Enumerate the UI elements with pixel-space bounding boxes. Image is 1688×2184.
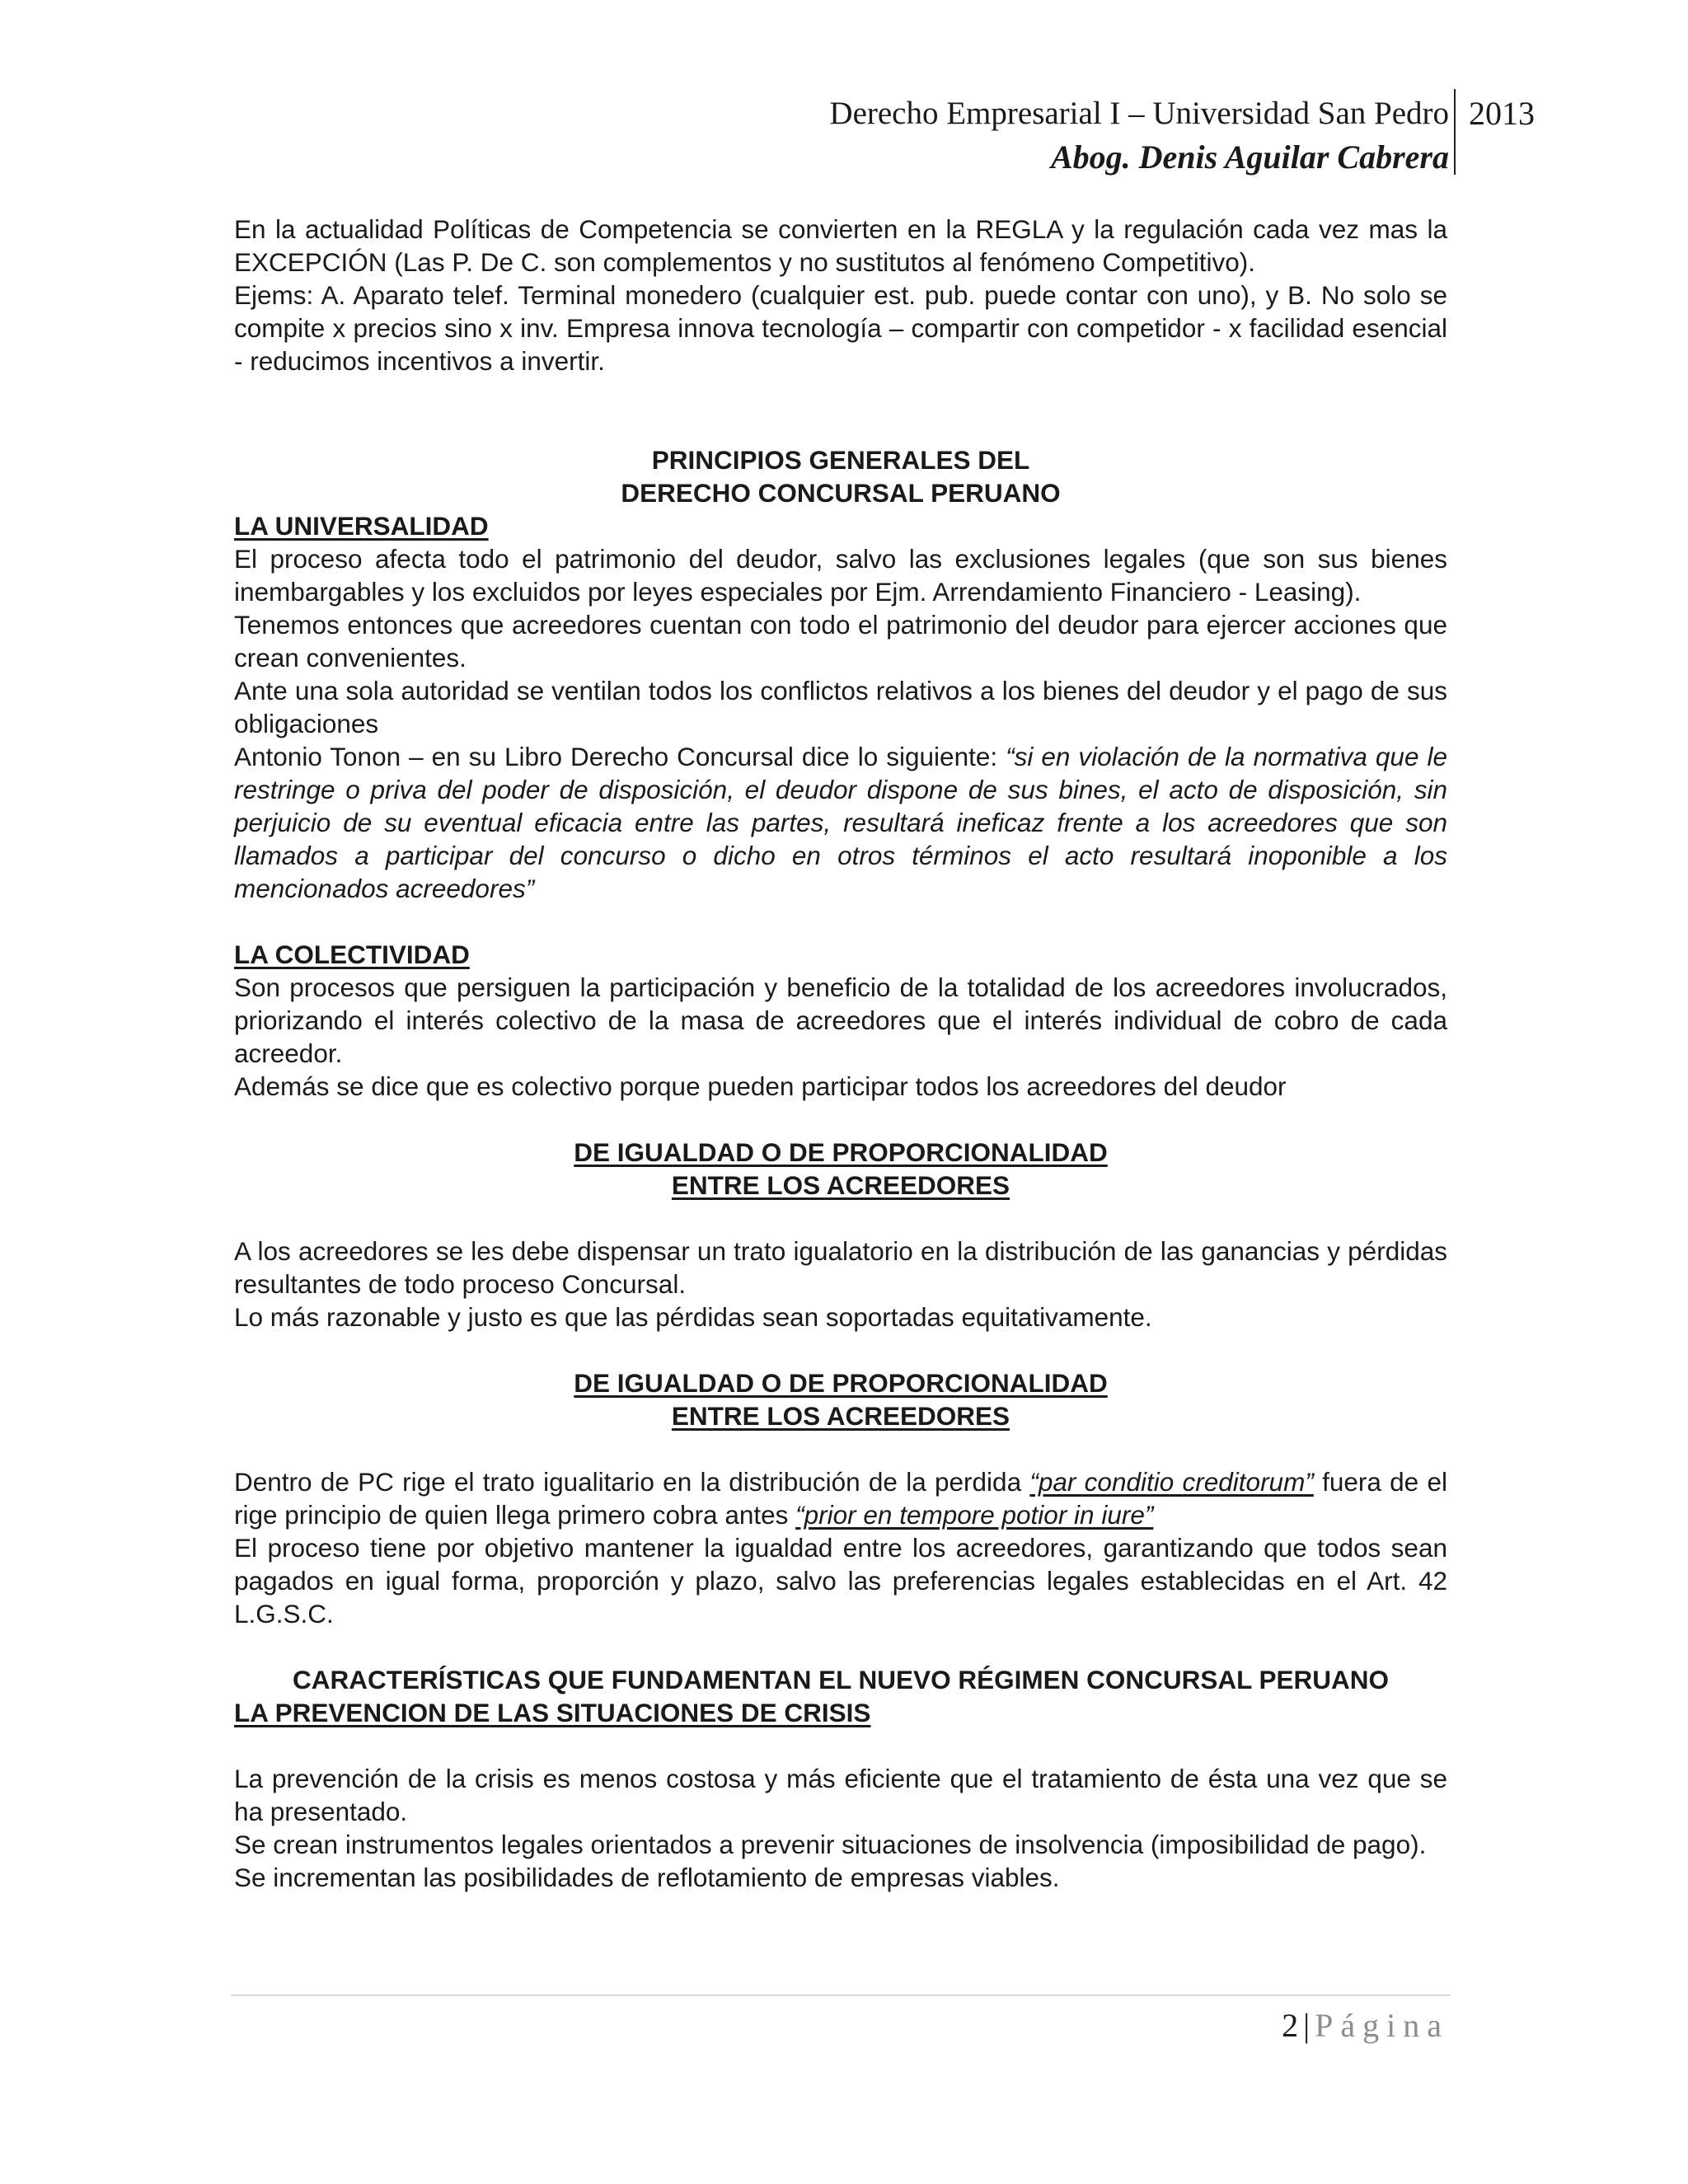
latin-phrase-prior-tempore: “prior en tempore potior in iure” (795, 1500, 1154, 1530)
header-year: 2013 (1469, 95, 1535, 132)
intro-examples-paragraph: Ejems: A. Aparato telef. Terminal monedero (cualquier est. pub. puede contar con uno), y B. No solo se compite x precios sino x inv. Empresa innova tecnología – compartir con competidor - x facilidad esencial - reducimos incentivos a invertir. (234, 280, 1447, 376)
prevencion-paragraph-2: Se crean instrumentos legales orientados a prevenir situaciones de insolvencia (imposibilidad de pago). (234, 1830, 1427, 1859)
colectividad-paragraph-1: Son procesos que persiguen la participación y beneficio de la totalidad de los acreedores involucrados, priorizando el interés colectivo de la masa de acreedores que el interés individual de cobro de cada acreedor. (234, 972, 1447, 1068)
principios-title-line1: PRINCIPIOS GENERALES DEL (651, 445, 1030, 475)
universalidad-paragraph-3: Ante una sola autoridad se ventilan todos los conflictos relativos a los bienes del deudor y el pago de sus obligaciones (234, 676, 1447, 738)
igualdad-2-paragraph-2: El proceso tiene por objetivo mantener la igualdad entre los acreedores, garantizando que todos sean pagados en igual forma, proporción y plazo, salvo las preferencias legales establecidas en el Art. 42 L.G.S.C. (234, 1533, 1447, 1629)
header-course-title: Derecho Empresarial I – Universidad San Pedro (829, 96, 1449, 131)
footer-divider (231, 1994, 1451, 1996)
quote-intro: Antonio Tonon – en su Libro Derecho Concursal dice lo siguiente: (234, 742, 1006, 771)
quote-text: “si en violación de la normativa que le restringe o priva del poder de disposición, el deudor dispone de sus bines, el acto de disposición, sin perjuicio de su eventual eficacia entre las partes, resultará ineficaz frente a los acreedores que son llamados a participar del concurso o dicho en otros términos el acto resultará inoponible a los mencionados acreedores” (234, 742, 1447, 903)
prevencion-heading: LA PREVENCION DE LAS SITUACIONES DE CRISIS (234, 1698, 871, 1727)
igualdad-2-paragraph-1 (234, 1465, 1447, 1531)
colectividad-paragraph-2: Además se dice que es colectivo porque pueden participar todos los acreedores del deudor (234, 1071, 1287, 1101)
prevencion-paragraph-1: La prevención de la crisis es menos costosa y más eficiente que el tratamiento de ésta una vez que se ha presentado. (234, 1764, 1447, 1826)
igualdad-1-paragraph-2: Lo más razonable y justo es que las pérdidas sean soportadas equitativamente. (234, 1302, 1152, 1332)
intro-paragraph: En la actualidad Políticas de Competencia se convierten en la REGLA y la regulación cada vez mas la EXCEPCIÓN (Las P. De C. son complementos y no sustitutos al fenómeno Competitivo). (234, 214, 1447, 277)
page-body (234, 213, 1447, 1894)
page-label: Página (1315, 2007, 1449, 2044)
igualdad-heading-2-line1: DE IGUALDAD O DE PROPORCIONALIDAD (574, 1368, 1108, 1398)
universalidad-paragraph-2: Tenemos entonces que acreedores cuentan con todo el patrimonio del deudor para ejercer acciones que crean convenientes. (234, 610, 1447, 673)
prevencion-paragraph-3: Se incrementan las posibilidades de reflotamiento de empresas viables. (234, 1863, 1060, 1892)
footer-separator: | (1303, 2007, 1311, 2044)
igualdad-2-text-a: Dentro de PC rige el trato igualitario en la distribución de la perdida (234, 1467, 1030, 1497)
igualdad-heading-1-line1: DE IGUALDAD O DE PROPORCIONALIDAD (574, 1137, 1108, 1167)
header-author: Abog. Denis Aguilar Cabrera (1050, 138, 1449, 176)
universalidad-paragraph-1: El proceso afecta todo el patrimonio del deudor, salvo las exclusiones legales (que son sus bienes inembargables y los excluidos por leyes especiales por Ejm. Arrendamiento Financiero - Leasing). (234, 544, 1447, 607)
universalidad-heading: LA UNIVERSALIDAD (234, 511, 489, 541)
caracteristicas-title: CARACTERÍSTICAS QUE FUNDAMENTAN EL NUEVO RÉGIMEN CONCURSAL PERUANO (292, 1665, 1390, 1694)
page-number: 2 (1282, 2007, 1299, 2044)
igualdad-1-paragraph-1: A los acreedores se les debe dispensar un trato igualatorio en la distribución de las ganancias y pérdidas resultantes de todo proceso Concursal. (234, 1236, 1447, 1299)
header-divider (1454, 89, 1456, 175)
igualdad-heading-2-line2: ENTRE LOS ACREEDORES (671, 1401, 1010, 1431)
igualdad-heading-1-line2: ENTRE LOS ACREEDORES (671, 1170, 1010, 1200)
page-footer (1282, 2003, 1449, 2049)
latin-phrase-par-conditio: “par conditio creditorum” (1029, 1467, 1314, 1497)
universalidad-quote-paragraph (234, 740, 1447, 905)
igualdad-2-text-b: fuera de el rige principio de quien llega primero cobra antes (234, 1467, 1447, 1530)
principios-title-line2: DERECHO CONCURSAL PERUANO (621, 478, 1061, 508)
colectividad-heading: LA COLECTIVIDAD (234, 940, 470, 969)
page-header (829, 92, 1449, 180)
